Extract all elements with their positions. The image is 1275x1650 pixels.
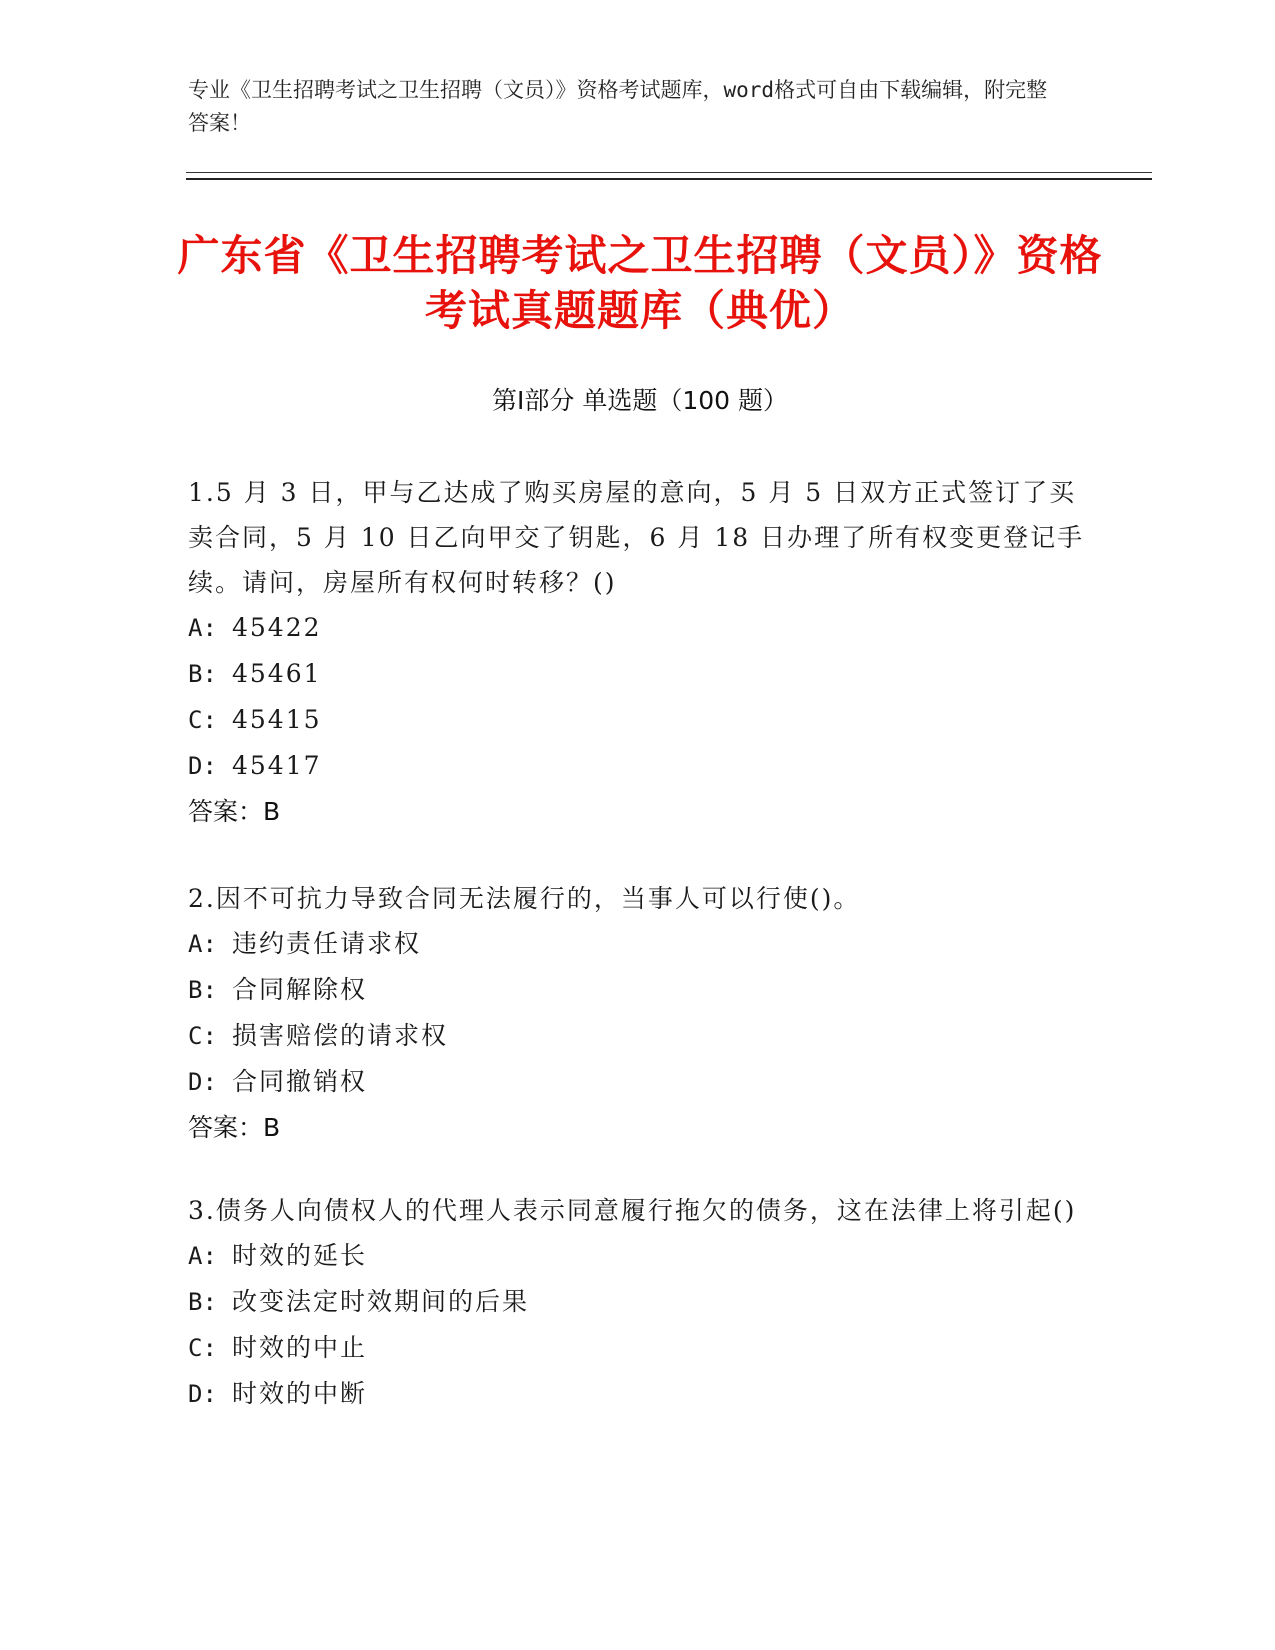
option-key: B:: [188, 660, 217, 688]
answer-label: 答案：: [188, 1113, 264, 1142]
answer-line: [188, 789, 1088, 834]
option-text: 45422: [232, 613, 322, 642]
option-text: 时效的中止: [232, 1333, 368, 1362]
option-text: 违约责任请求权: [232, 929, 422, 958]
question-3: [188, 1188, 1088, 1417]
option-text: 时效的中断: [232, 1379, 368, 1408]
option-text: 45417: [232, 751, 322, 780]
header-rule-thin: [186, 172, 1152, 173]
question-text: 1.5 月 3 日，甲与乙达成了购买房屋的意向，5 月 5 日双方正式签订了买卖合同，5 月 10 日乙向甲交了钥匙，6 月 18 日办理了所有权变更登记手续。请问，房屋所有权何时转移？(): [188, 478, 1085, 597]
option-b: [188, 651, 1088, 697]
option-d: [188, 1059, 1088, 1105]
option-key: B:: [188, 1288, 217, 1316]
option-text: 45461: [232, 659, 322, 688]
option-key: D:: [188, 752, 217, 780]
option-text: 时效的延长: [232, 1241, 368, 1270]
option-b: [188, 967, 1088, 1013]
option-d: [188, 1371, 1088, 1417]
option-b: [188, 1279, 1088, 1325]
question-1: [188, 470, 1088, 834]
answer-value: B: [263, 797, 281, 826]
option-a: [188, 921, 1088, 967]
header-note: 专业《卫生招聘考试之卫生招聘（文员）》资格考试题库，word格式可自由下载编辑，附完整答案！: [188, 78, 1048, 135]
answer-label: 答案：: [188, 797, 264, 826]
option-key: C:: [188, 706, 217, 734]
section-title: 第Ⅰ部分 单选题（100 题）: [492, 386, 788, 415]
header-rule-thick: [186, 178, 1152, 180]
option-key: A:: [188, 1242, 217, 1270]
option-a: [188, 605, 1088, 651]
option-text: 合同撤销权: [232, 1067, 368, 1096]
option-key: D:: [188, 1380, 217, 1408]
option-a: [188, 1233, 1088, 1279]
option-text: 损害赔偿的请求权: [232, 1021, 449, 1050]
option-text: 合同解除权: [232, 975, 368, 1004]
option-c: [188, 1325, 1088, 1371]
option-d: [188, 743, 1088, 789]
document-title: 广东省《卫生招聘考试之卫生招聘（文员）》资格考试真题题库（典优）: [177, 231, 1103, 335]
option-key: D:: [188, 1068, 217, 1096]
option-key: A:: [188, 614, 217, 642]
answer-value: B: [263, 1113, 281, 1142]
option-key: C:: [188, 1022, 217, 1050]
option-key: B:: [188, 976, 217, 1004]
option-text: 改变法定时效期间的后果: [232, 1287, 530, 1316]
question-text: 3.债务人向债权人的代理人表示同意履行拖欠的债务，这在法律上将引起(): [188, 1196, 1077, 1225]
option-c: [188, 697, 1088, 743]
option-key: A:: [188, 930, 217, 958]
option-text: 45415: [232, 705, 322, 734]
question-text: 2.因不可抗力导致合同无法履行的，当事人可以行使()。: [188, 884, 861, 913]
option-key: C:: [188, 1334, 217, 1362]
option-c: [188, 1013, 1088, 1059]
answer-line: [188, 1105, 1088, 1150]
question-2: [188, 876, 1088, 1150]
